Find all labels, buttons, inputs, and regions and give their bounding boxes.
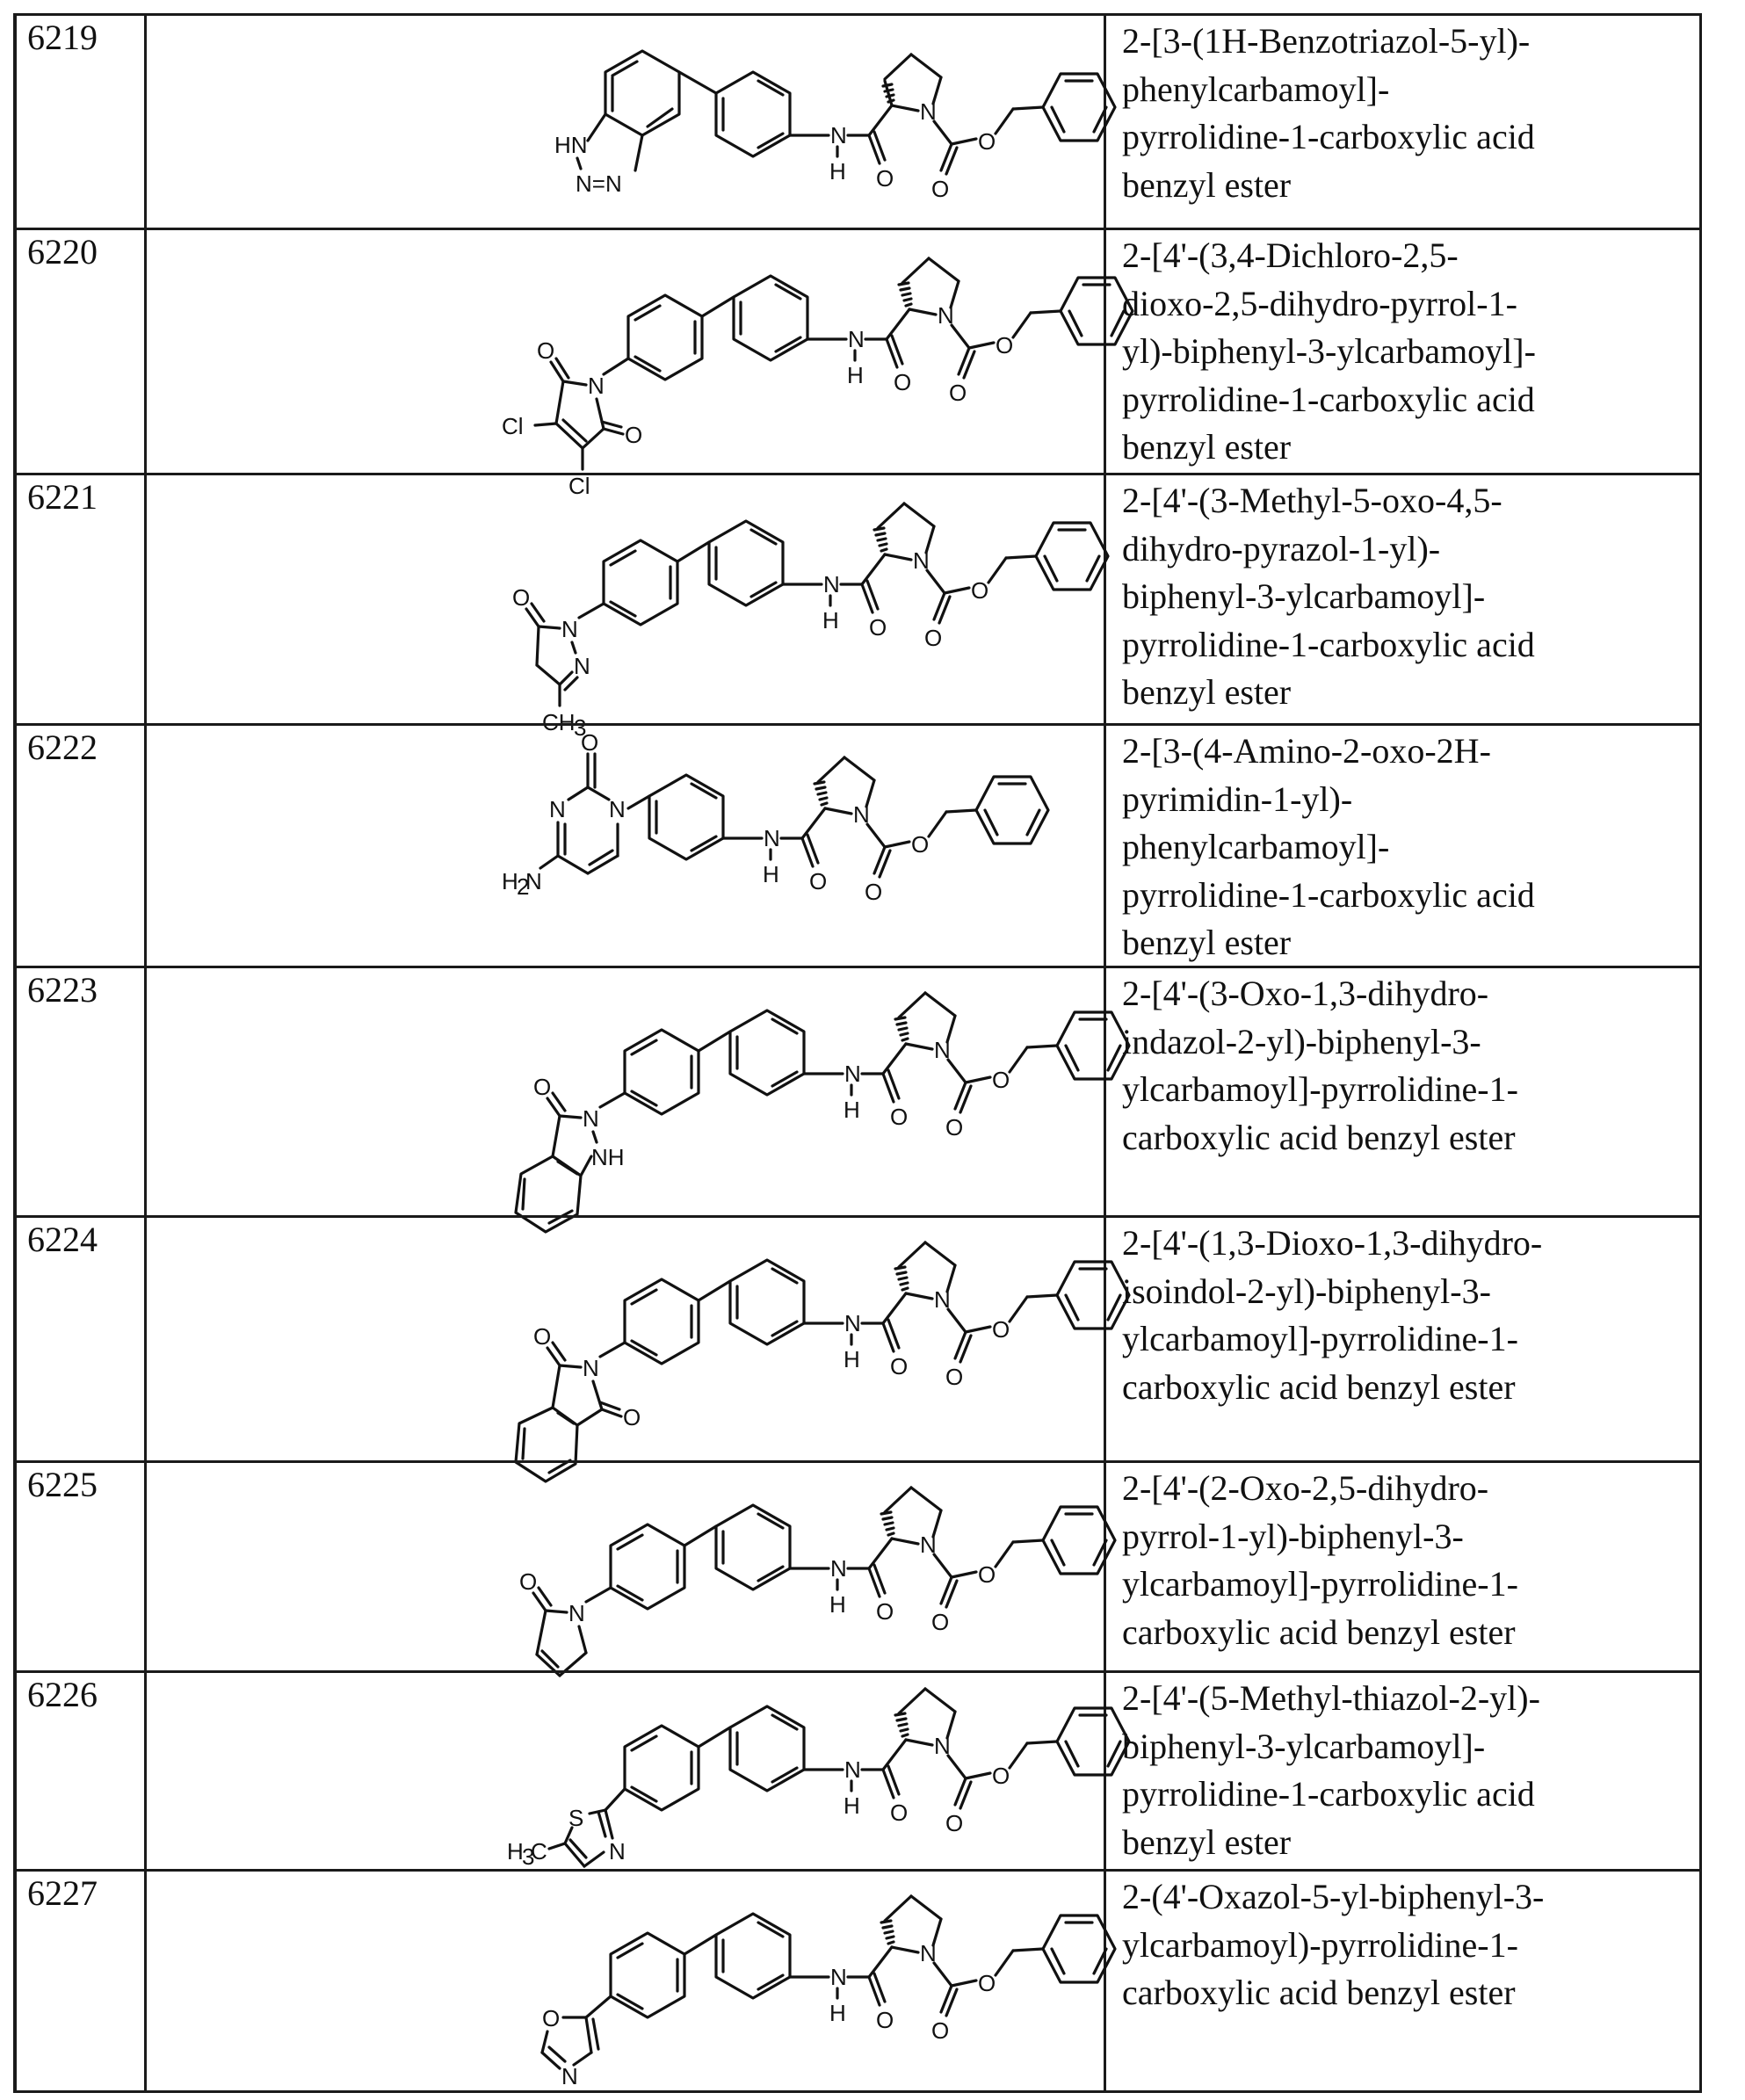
compound-id-cell [13, 1463, 147, 1670]
svg-text:O: O [537, 337, 555, 364]
svg-text:2: 2 [517, 873, 530, 900]
table-row [13, 1215, 1702, 1460]
compound-id-cell [13, 1673, 147, 1869]
compound-id: 6221 [27, 477, 98, 517]
structure-cell [147, 1872, 1106, 2090]
svg-text:N: N [583, 1105, 599, 1132]
compound-name-cell [1106, 16, 1702, 228]
svg-text:N: N [830, 122, 847, 148]
compound-id-cell [13, 475, 147, 723]
table-row [13, 13, 1702, 228]
structure-cell [147, 1673, 1106, 1869]
svg-text:H: H [507, 1838, 524, 1865]
table-row [13, 1460, 1702, 1670]
svg-text:N: N [609, 1838, 626, 1865]
compound-name-cell [1106, 1673, 1702, 1869]
svg-text:O: O [581, 729, 599, 756]
compound-id-cell [13, 1872, 147, 2090]
structure-cell [147, 475, 1106, 741]
compound-id: 6219 [27, 18, 98, 57]
svg-text:O: O [512, 584, 531, 611]
chemical-structure-image [147, 726, 1106, 968]
svg-text:O: O [533, 1323, 552, 1350]
compound-name-cell [1106, 726, 1702, 966]
compound-id-cell [13, 16, 147, 228]
compound-id-cell [13, 1218, 147, 1460]
compound-name-cell [1106, 1872, 1702, 2090]
svg-text:N: N [549, 796, 566, 822]
structure-cell [147, 16, 1106, 228]
svg-text:Cl: Cl [568, 473, 590, 499]
svg-text:Cl: Cl [502, 413, 524, 439]
compound-id: 6220 [27, 232, 98, 272]
compound-id: 6223 [27, 970, 98, 1010]
chemical-structure-image [147, 16, 1106, 230]
compound-id-cell [13, 230, 147, 473]
structure-cell [147, 1218, 1106, 1460]
svg-text:N: N [920, 98, 937, 125]
svg-text:3: 3 [574, 714, 587, 741]
table-row [13, 1869, 1702, 2093]
structure-cell [147, 968, 1106, 1215]
svg-text:N: N [609, 796, 626, 822]
table-row [13, 966, 1702, 1215]
chemical-structure-image [147, 968, 1106, 1218]
svg-text:O: O [978, 128, 996, 155]
svg-text:O: O [876, 165, 894, 192]
svg-text:CH: CH [542, 709, 576, 735]
svg-text:O: O [623, 1404, 641, 1430]
table-row [13, 1670, 1702, 1869]
compound-id-cell [13, 968, 147, 1215]
svg-text:N: N [568, 1600, 585, 1626]
compound-name: 2-[4'-(1,3-Dioxo-1,3-dihydro- isoindol-2-yl)-biphenyl-3- ylcarbamoyl]-pyrrolidine-1- carboxylic acid benzyl ester [1122, 1223, 1543, 1407]
svg-text:H: H [829, 158, 846, 185]
structure-cell [147, 1463, 1106, 1670]
chemical-structure-image [147, 1463, 1106, 1673]
svg-text:HN: HN [554, 132, 588, 158]
chemical-structure-image [147, 1673, 1106, 1872]
svg-text:O: O [625, 422, 643, 448]
tail [716, 54, 1115, 202]
compound-name: 2-[3-(1H-Benzotriazol-5-yl)- phenylcarbamoyl]- pyrrolidine-1-carboxylic acid benzyl ester [1122, 21, 1535, 205]
svg-text:N: N [583, 1355, 599, 1381]
svg-text:O: O [533, 1074, 552, 1100]
compound-name-cell [1106, 1218, 1702, 1460]
structure-cell [147, 726, 1106, 966]
compound-id-cell [13, 726, 147, 966]
svg-text:N: N [561, 616, 578, 642]
chemical-structure-image [147, 1218, 1106, 1463]
compound-id: 6226 [27, 1675, 98, 1714]
compound-name: 2-[3-(4-Amino-2-oxo-2H- pyrimidin-1-yl)- phenylcarbamoyl]- pyrrolidine-1-carboxylic acid benzyl ester [1122, 731, 1535, 962]
compound-name-cell [1106, 230, 1702, 473]
structure-cell [147, 230, 1106, 499]
svg-text:N=N: N=N [576, 170, 622, 197]
compound-id: 6225 [27, 1465, 98, 1504]
compound-name: 2-[4'-(3-Oxo-1,3-dihydro- indazol-2-yl)-biphenyl-3- ylcarbamoyl]-pyrrolidine-1- carboxylic acid benzyl ester [1122, 974, 1518, 1157]
chemical-structure-image [147, 230, 1106, 499]
svg-text:3: 3 [522, 1843, 535, 1870]
svg-text:O: O [519, 1568, 538, 1595]
chemical-structure-image [147, 1872, 1106, 2096]
svg-text:H: H [502, 868, 518, 894]
compound-id: 6224 [27, 1220, 98, 1259]
svg-text:N: N [588, 373, 605, 399]
compound-name: 2-[4'-(3,4-Dichloro-2,5- dioxo-2,5-dihydro-pyrrol-1- yl)-biphenyl-3-ylcarbamoyl]- pyrrolidine-1-carboxylic acid benzyl ester [1122, 235, 1536, 467]
compound-name: 2-(4'-Oxazol-5-yl-biphenyl-3- ylcarbamoyl)-pyrrolidine-1- carboxylic acid benzyl ester [1122, 1877, 1545, 2012]
table-row [13, 723, 1702, 966]
compound-name: 2-[4'-(3-Methyl-5-oxo-4,5- dihydro-pyrazol-1-yl)- biphenyl-3-ylcarbamoyl]- pyrrolidine-1-carboxylic acid benzyl ester [1122, 481, 1535, 712]
compound-table [13, 13, 1702, 2093]
compound-name-cell [1106, 968, 1702, 1215]
compound-name: 2-[4'-(5-Methyl-thiazol-2-yl)- biphenyl-3-ylcarbamoyl]- pyrrolidine-1-carboxylic acid benzyl ester [1122, 1678, 1540, 1862]
svg-text:NH: NH [591, 1144, 625, 1170]
svg-text:O: O [931, 176, 950, 202]
chemical-structure-image [147, 475, 1106, 741]
compound-id: 6222 [27, 728, 98, 767]
table-row [13, 473, 1702, 741]
svg-text:C: C [531, 1838, 547, 1865]
svg-text:N: N [574, 653, 590, 679]
svg-text:O: O [542, 2005, 561, 2031]
svg-text:N: N [561, 2063, 578, 2089]
compound-id: 6227 [27, 1873, 98, 1913]
svg-text:N: N [525, 868, 542, 894]
compound-name-cell [1106, 1463, 1702, 1670]
compound-name: 2-[4'-(2-Oxo-2,5-dihydro- pyrrol-1-yl)-biphenyl-3- ylcarbamoyl]-pyrrolidine-1- carboxylic acid benzyl ester [1122, 1468, 1518, 1652]
compound-name-cell [1106, 475, 1702, 723]
svg-text:S: S [568, 1805, 584, 1831]
